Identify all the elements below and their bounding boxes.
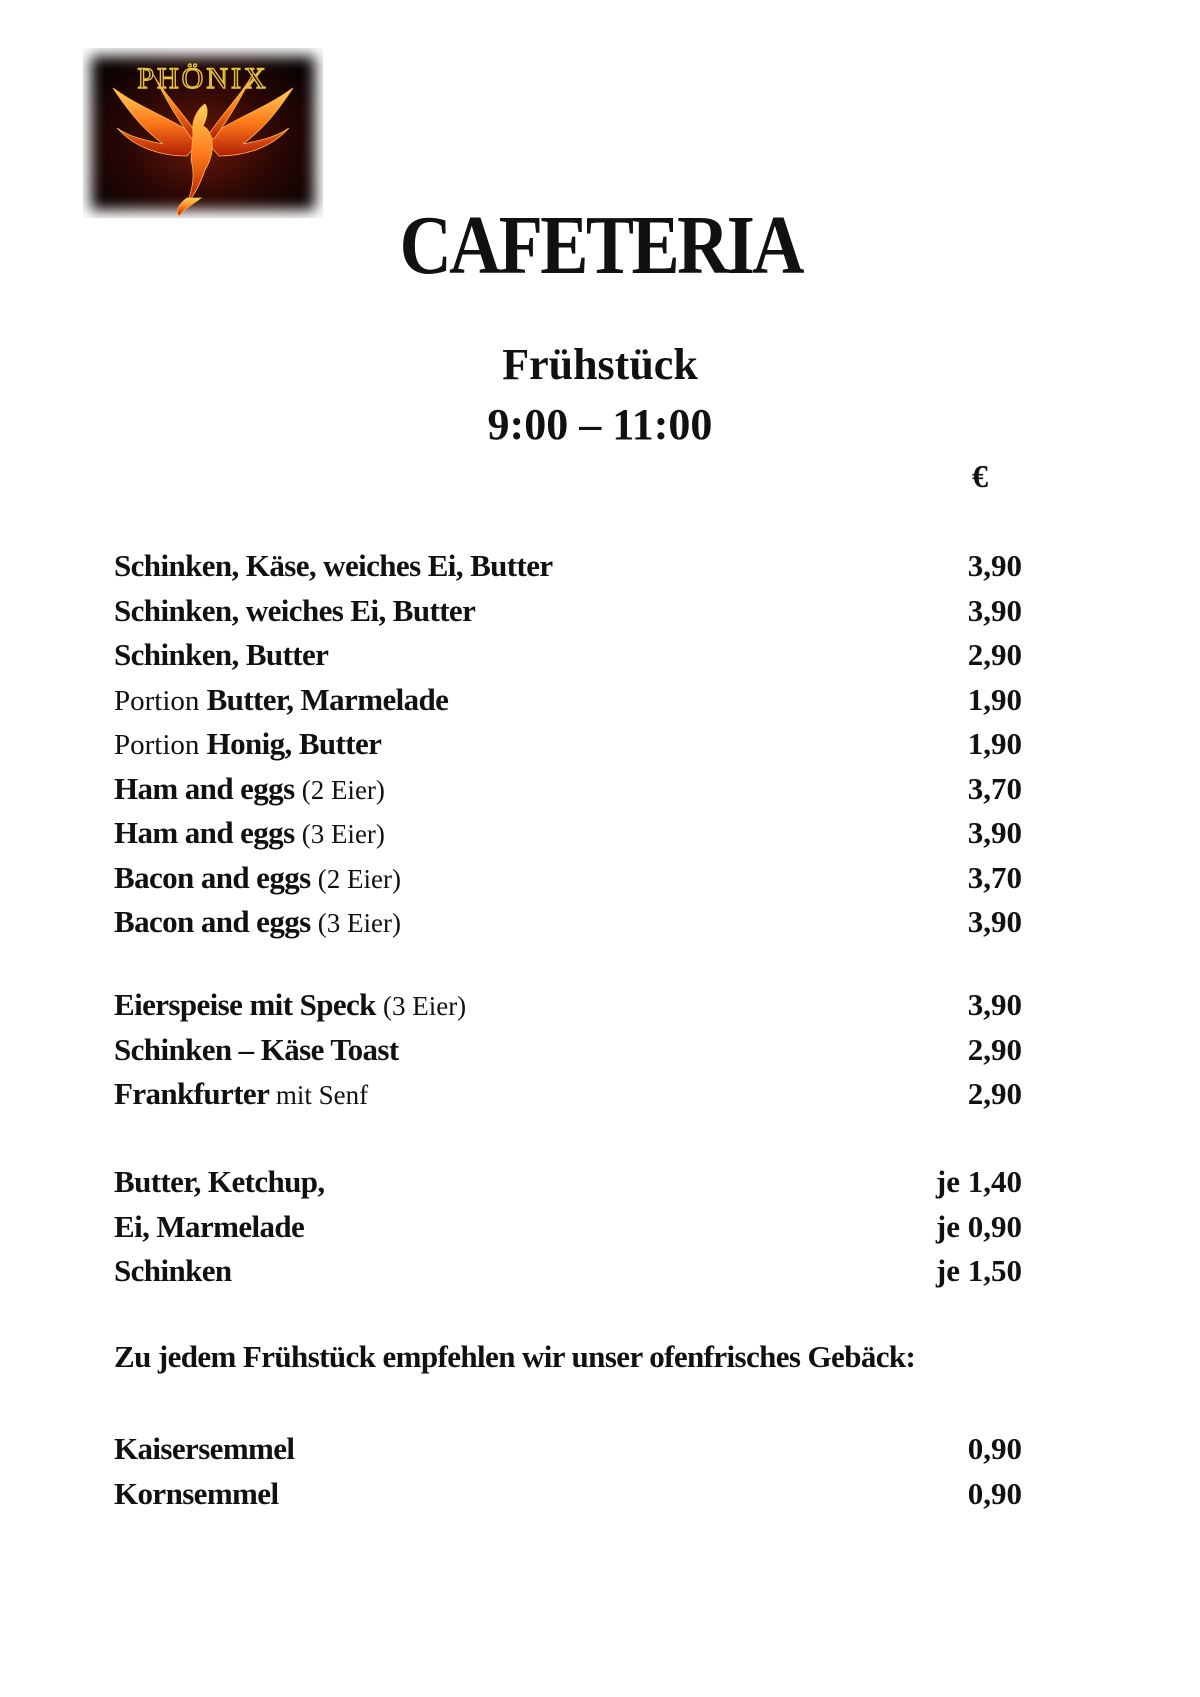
logo-text: PHÖNIX [137, 62, 269, 95]
menu-item-label: Bacon and eggs [114, 859, 311, 895]
menu-item-name [114, 544, 553, 588]
menu-item-price: je 1,50 [935, 1253, 1022, 1288]
menu-item [114, 1249, 1022, 1293]
menu-item [114, 1205, 1022, 1249]
menu-item-label: Kornsemmel [114, 1475, 279, 1511]
menu-item [114, 1427, 1022, 1471]
menu-item-price: 3,70 [967, 859, 1022, 895]
menu-item [114, 1160, 1022, 1204]
menu-item-name [114, 1072, 368, 1117]
menu-item-price: 3,90 [967, 987, 1022, 1022]
menu-item-name [114, 1160, 325, 1204]
menu-item-name [114, 1472, 278, 1516]
menu-item-label: Honig, Butter [206, 726, 382, 761]
phoenix-logo [83, 48, 323, 218]
menu-item-name [114, 856, 401, 901]
menu-item-prefix: Portion [114, 684, 200, 717]
menu-item-price: 2,90 [967, 1031, 1022, 1067]
menu-item [114, 900, 1022, 944]
menu-item-label: Bacon and eggs [114, 904, 311, 939]
menu-item-name [114, 1249, 232, 1293]
menu-item [114, 1472, 1022, 1516]
menu-item-label: Butter, Marmelade [206, 681, 449, 717]
menu-item-price: 2,90 [967, 1076, 1022, 1111]
menu-item [114, 722, 1022, 766]
menu-item-label: Frankfurter [114, 1076, 269, 1111]
menu-item-price: je 1,40 [935, 1164, 1022, 1199]
menu-item-name [114, 1205, 304, 1249]
menu-item [114, 678, 1022, 722]
menu-item-label: Schinken, weiches Ei, Butter [114, 592, 476, 628]
menu-item-label: Schinken – Käse Toast [114, 1031, 399, 1067]
menu-item-note: (3 Eier) [317, 908, 401, 938]
menu-item-price: 0,90 [967, 1431, 1022, 1466]
menu-item [114, 544, 1022, 588]
menu-item [114, 767, 1022, 811]
menu-item-price: 3,90 [967, 904, 1022, 939]
menu-item-name [114, 633, 328, 677]
menu-item-label: Ham and eggs [114, 815, 295, 850]
menu-item-name [114, 1028, 399, 1072]
menu-item-name [114, 983, 466, 1028]
menu-item-price: je 0,90 [935, 1208, 1022, 1244]
menu-item-note: mit Senf [275, 1080, 369, 1110]
menu-item [114, 856, 1022, 900]
menu-item [114, 983, 1022, 1027]
menu-item [114, 589, 1022, 633]
menu-item-name [114, 1427, 294, 1471]
menu-item-label: Ei, Marmelade [114, 1208, 305, 1244]
page-title: CAFETERIA [399, 199, 802, 292]
menu-item-label: Schinken, Butter [114, 637, 329, 672]
menu-item [114, 1072, 1022, 1116]
menu-item-price: 2,90 [967, 637, 1022, 672]
menu-item-label: Kaisersemmel [114, 1431, 295, 1466]
menu-item-name [114, 722, 381, 767]
menu-item-label: Schinken, Käse, weiches Ei, Butter [114, 548, 553, 583]
menu-item-price: 3,90 [967, 815, 1022, 850]
menu-item-price: 3,70 [967, 770, 1022, 806]
section-heading: Frühstück [502, 340, 698, 389]
phoenix-bird-icon [83, 48, 323, 218]
menu-item-price: 3,90 [967, 592, 1022, 628]
menu-item-note: (2 Eier) [301, 774, 385, 805]
menu-item-note: (2 Eier) [317, 863, 401, 894]
menu-item-prefix: Portion [114, 729, 200, 761]
bakery-recommendation: Zu jedem Frühstück empfehlen wir unser ofenfrisches Gebäck: [114, 1339, 916, 1374]
menu-item [114, 1028, 1022, 1072]
menu-item-name [114, 678, 448, 723]
menu-item [114, 811, 1022, 855]
menu-item-name [114, 900, 401, 945]
menu-item-price: 1,90 [967, 681, 1022, 717]
menu-item-price: 0,90 [967, 1475, 1022, 1511]
menu-item-price: 1,90 [967, 726, 1022, 761]
menu-item-note: (3 Eier) [301, 819, 385, 849]
menu-item-label: Butter, Ketchup, [114, 1164, 325, 1199]
menu-item-label: Eierspeise mit Speck [114, 987, 376, 1022]
menu-item-name [114, 767, 385, 812]
menu-item-note: (3 Eier) [382, 991, 467, 1021]
menu-item [114, 633, 1022, 677]
opening-hours: 9:00 – 11:00 [487, 400, 713, 449]
menu-item-name [114, 811, 385, 856]
menu-item-name [114, 589, 475, 633]
menu-item-label: Ham and eggs [114, 770, 295, 806]
menu-item-label: Schinken [114, 1253, 232, 1288]
menu-item-price: 3,90 [967, 548, 1022, 583]
currency-symbol: € [972, 458, 988, 494]
